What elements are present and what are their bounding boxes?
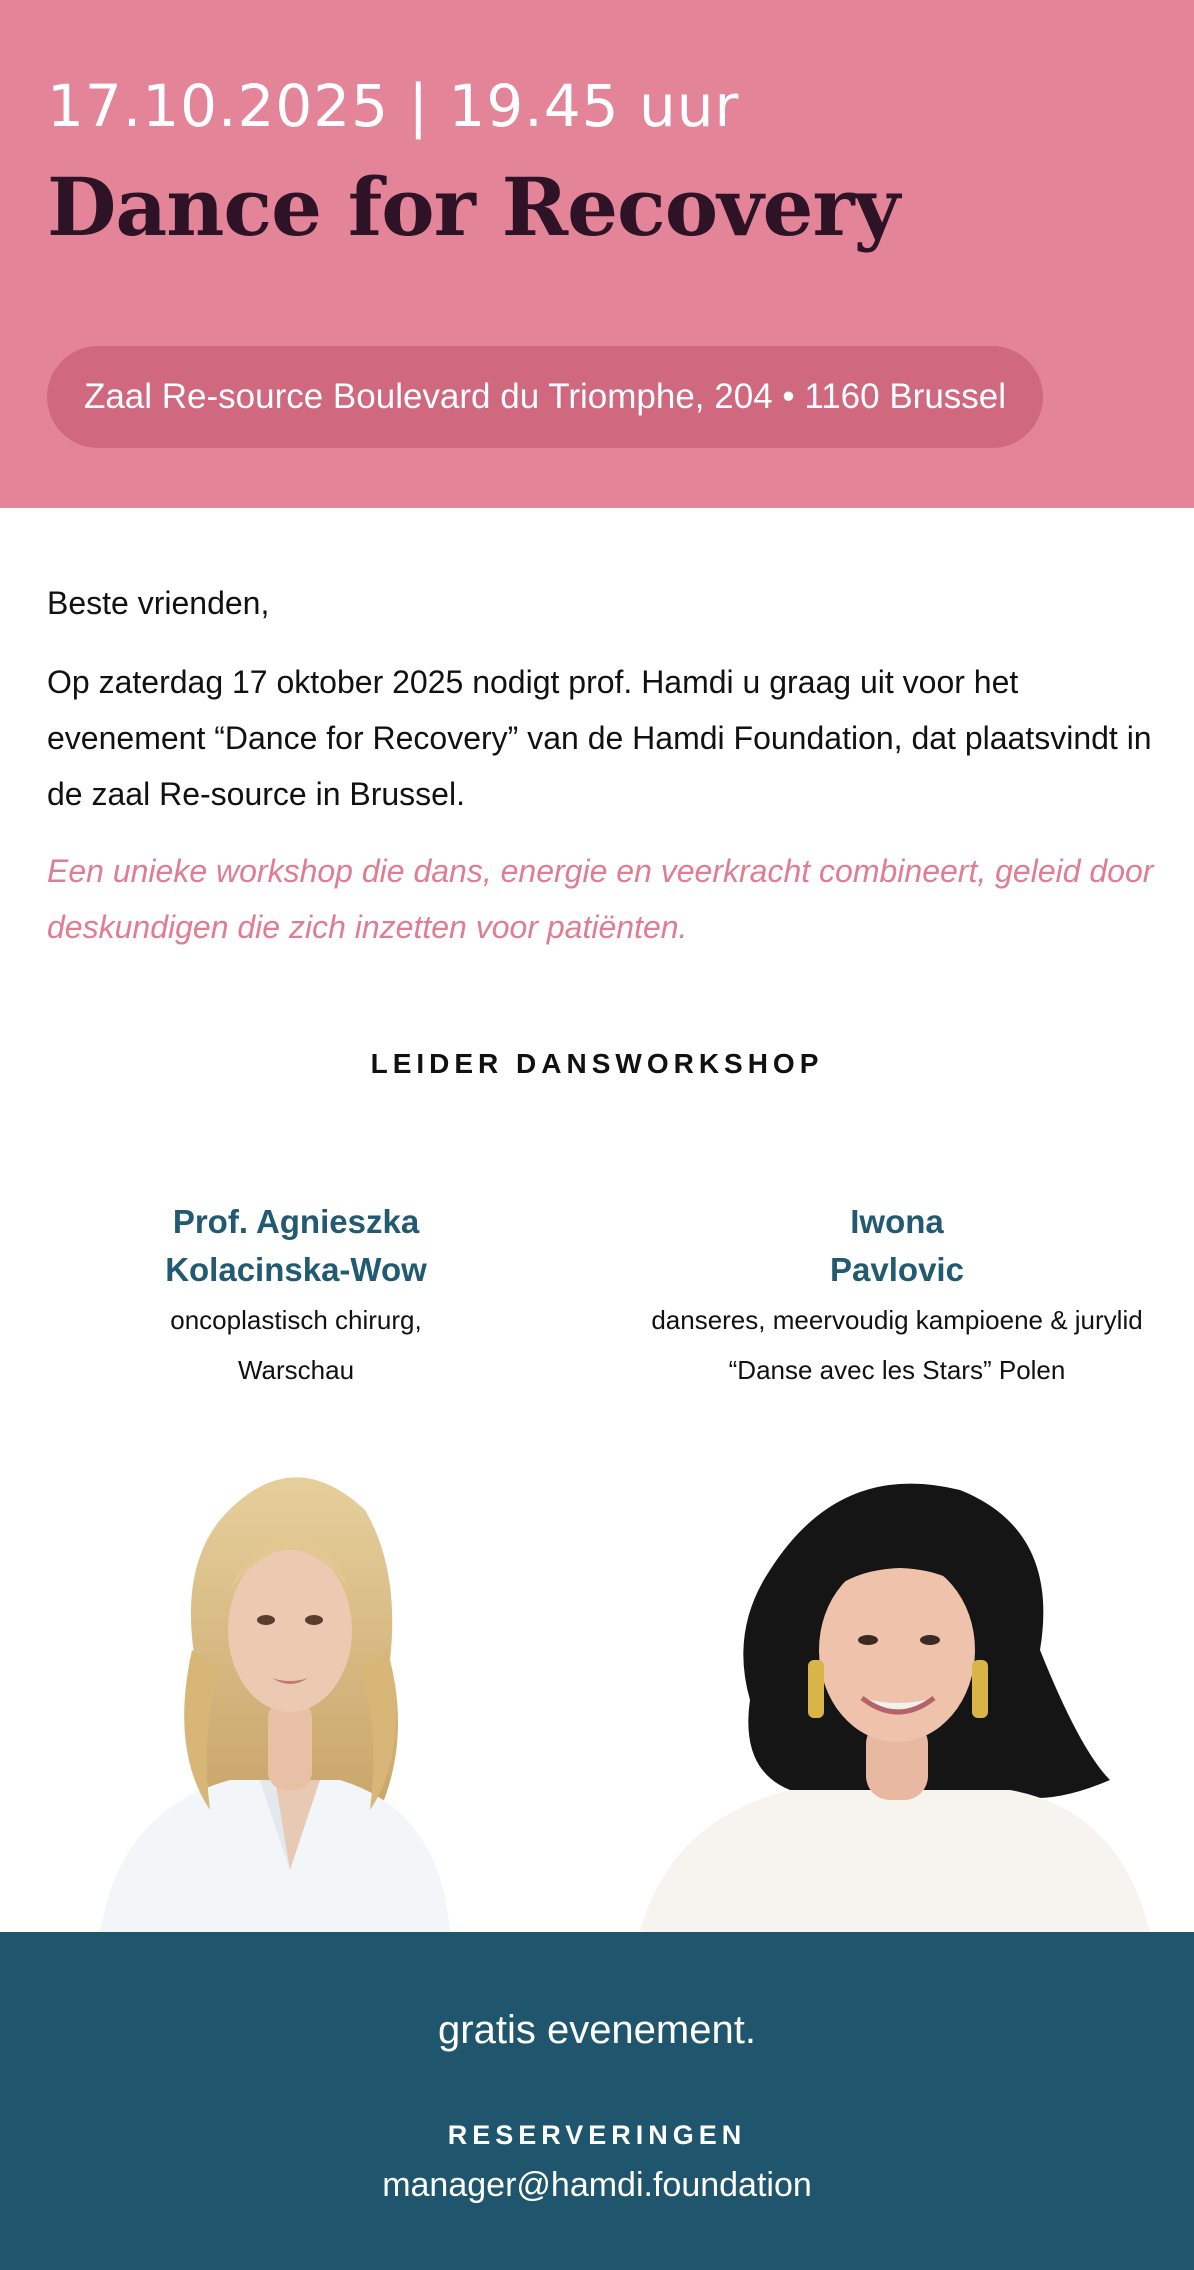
leader-name-line1: Prof. Agnieszka <box>172 1203 420 1240</box>
venue-badge <box>47 346 1043 448</box>
portrait-iwona <box>640 1450 1154 1932</box>
reservations-email-link[interactable]: manager@hamdi.foundation <box>382 2166 812 2204</box>
portrait-agnieszka <box>80 1450 500 1932</box>
leader-role-line2: Warschau <box>237 1355 355 1385</box>
greeting: Beste vrienden, <box>47 585 270 621</box>
leader-role-line2: “Danse avec les Stars” Polen <box>728 1355 1066 1385</box>
event-date-time: 17.10.2025 | 19.45 uur <box>47 72 740 140</box>
leader-card-iwona <box>640 1198 1154 1394</box>
leader-name-line1: Iwona <box>850 1203 944 1240</box>
free-event-text: gratis evenement. <box>438 2008 756 2052</box>
event-title: Dance for Recovery <box>47 160 900 254</box>
leader-role-line1: danseres, meervoudig kampioene & jurylid <box>651 1305 1143 1335</box>
hero-banner <box>0 0 1194 508</box>
reservations-label: RESERVERINGEN <box>447 2120 747 2150</box>
leaders-heading: LEIDER DANSWORKSHOP <box>370 1048 824 1079</box>
footer <box>0 1932 1194 2270</box>
venue-address: Zaal Re-source Boulevard du Triomphe, 204 • 1160 Brussel <box>83 377 1007 416</box>
intro-paragraph: Op zaterdag 17 oktober 2025 nodigt prof. Hamdi u graag uit voor het evenement “Dance for Recovery” van de Hamdi Foundation, dat plaatsvindt in de zaal Re-source in Brussel. <box>47 664 1152 812</box>
leader-card-agnieszka <box>96 1198 496 1394</box>
leader-name-line2: Kolacinska-Wow <box>165 1251 427 1288</box>
tagline: Een unieke workshop die dans, energie en veerkracht combineert, geleid door deskundigen die zich inzetten voor patiënten. <box>47 853 1154 945</box>
leader-role-line1: oncoplastisch chirurg, <box>170 1305 422 1335</box>
leader-name-line2: Pavlovic <box>830 1251 964 1288</box>
